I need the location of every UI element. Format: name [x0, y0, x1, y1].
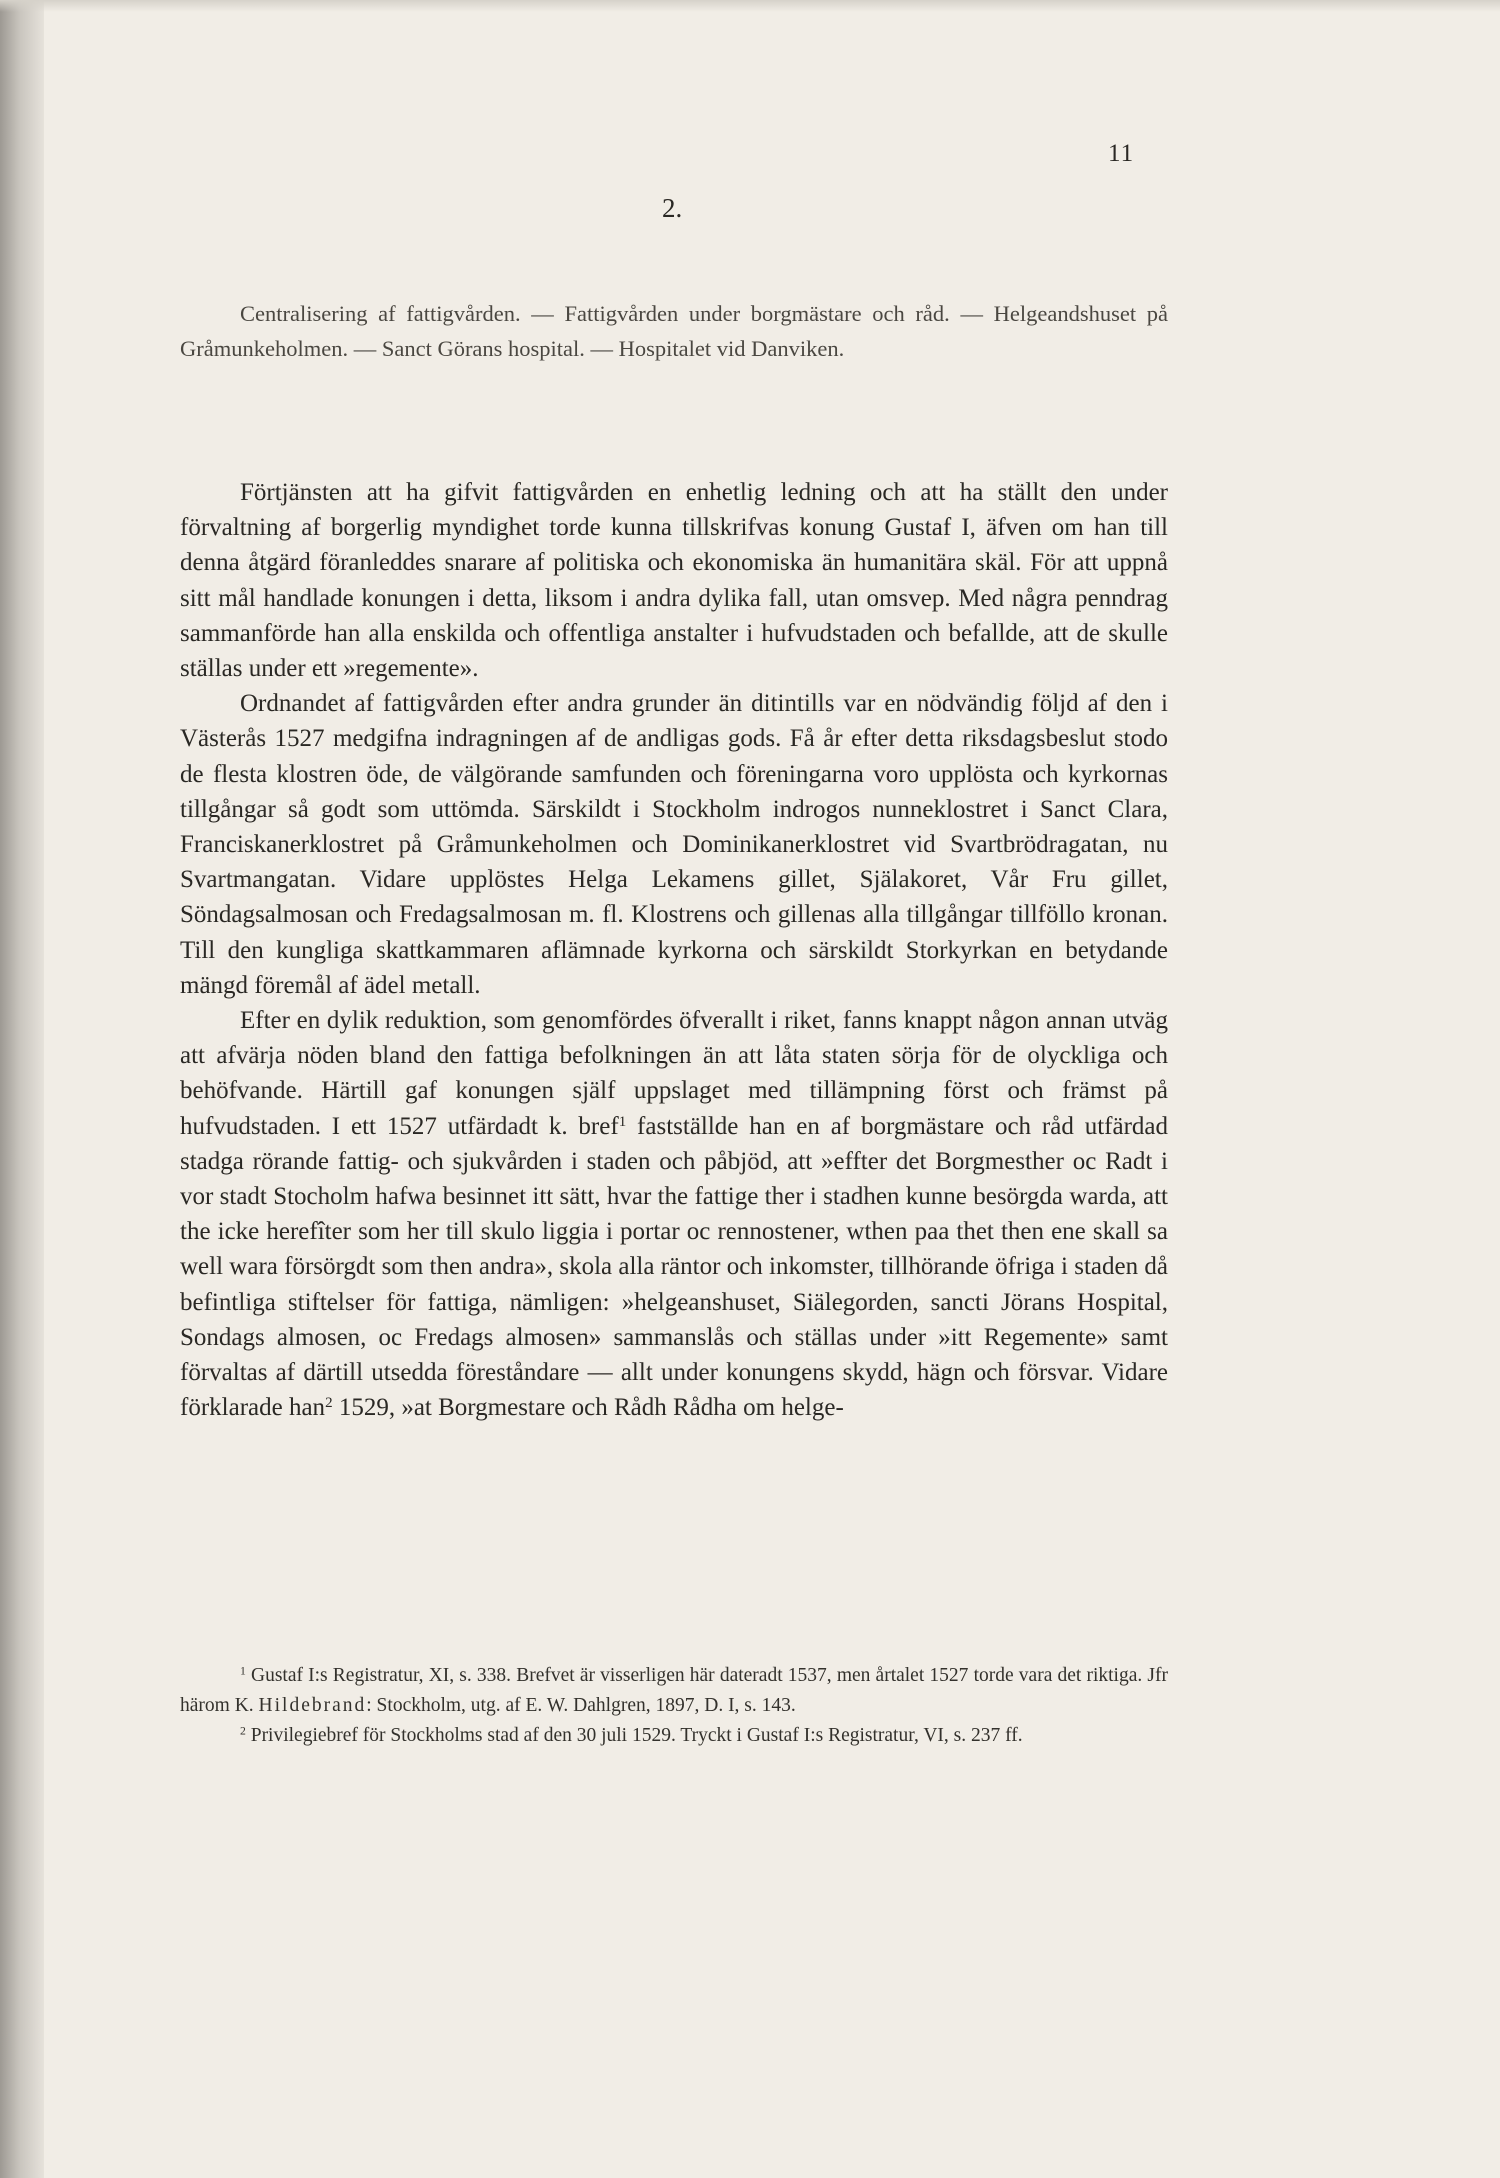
footnotes	[180, 1661, 1168, 1751]
footnote-text: : Stockholm, utg. af E. W. Dahlgren, 1897, D. I, s. 143.	[366, 1695, 796, 1716]
footnote	[180, 1661, 1168, 1721]
paragraph-text: fastställde han en af borgmästare och råd utfärdad stadga rörande fattig- och sjukvården i staden och påbjöd, att »effter det Borgmesther oc Radt i vor stadt Stocholm hafwa besinnet itt sätt, hvar the fattige ther i stadhen kunne besörgda warda, att the icke herefîter som her till skulo liggia i portar oc rennostener, wthen paa thet then ene skall sa well wara försörgdt som then andra», skola alla räntor och inkomster, tillhörande öfriga i staden då befintliga stiftelser för fattiga, nämligen: »helgeanshuset, Siälegorden, sancti Jörans Hospital, Sondags almosen, oc Fredags almosen» sammanslås och ställas under »itt Regemente» samt förvaltas af därtill utsedda föreståndare — allt under konungens skydd, hägn och försvar. Vidare förklarade han	[180, 1112, 1168, 1422]
footnote-text: Privilegiebref för Stockholms stad af den 30 juli 1529. Tryckt i Gustaf I:s Registratur, VI, s. 237 ff.	[245, 1725, 1023, 1746]
footnote-author: Hildebrand	[258, 1695, 367, 1716]
book-spine-shadow	[0, 0, 44, 2178]
footnote	[180, 1721, 1168, 1751]
chapter-number: 2.	[662, 193, 683, 223]
chapter-summary: Centralisering af fattigvården. — Fattigvården under borgmästare och råd. — Helgeandshuset på Gråmunkeholmen. — Sanct Görans hospital. — Hospitalet vid Danviken.	[180, 301, 1168, 361]
paragraph-text: Efter en dylik reduktion, som genomfördes öfverallt i riket, fanns knappt någon annan utväg att afvärja nöden bland den fattiga befolkningen än att låta staten sörja för de olyckliga och behöfvande. Härtill gaf konungen själf uppslaget med tillämpning först och främst på hufvudstaden. I ett 1527 utfärdadt k. bref	[180, 1007, 1168, 1140]
page-number: 11	[1108, 140, 1135, 167]
footnote-ref: 1	[618, 1113, 627, 1130]
page-edge-shadow	[0, 0, 1500, 12]
footnote-text: Gustaf I:s Registratur, XI, s. 338. Brefvet är visserligen här dateradt 1537, men årtalet 1527 torde vara det riktiga. Jfr härom K.	[180, 1665, 1168, 1716]
footnote-ref: 2	[325, 1395, 333, 1412]
paragraph	[180, 1003, 1168, 1425]
paragraph: Ordnandet af fattigvården efter andra grunder än ditintills var en nödvändig följd af den i Västerås 1527 medgifna indragningen af de andligas gods. Få år efter detta riksdagsbeslut stodo de flesta klostren öde, de välgörande samfunden och föreningarna voro upplösta och kyrkornas tillgångar så godt som uttömda. Särskildt i Stockholm indrogos nunneklostret i Sanct Clara, Franciskanerklostret på Gråmunkeholmen och Dominikanerklostret vid Svartbrödragatan, nu Svartmangatan. Vidare upplöstes Helga Lekamens gillet, Själakoret, Vår Fru gillet, Söndagsalmosan och Fredagsalmosan m. fl. Klostrens och gillenas alla tillgångar tillföllo kronan. Till den kungliga skattkammaren aflämnade kyrkorna och särskildt Storkyrkan en betydande mängd föremål af ädel metall.	[180, 690, 1168, 999]
footnote-mark: 2	[240, 1724, 246, 1738]
footnote-mark: 1	[240, 1664, 246, 1678]
paragraph-text: 1529, »at Borgmestare och Rådh Rådha om helge-	[332, 1394, 844, 1422]
body-text	[180, 475, 1168, 1425]
paragraph: Förtjänsten att ha gifvit fattigvården en enhetlig ledning och att ha ställt den under förvaltning af borgerlig myndighet torde kunna tillskrifvas konung Gustaf I, äfven om han till denna åtgärd föranleddes snarare af politiska och ekonomiska än humanitära skäl. För att uppnå sitt mål handlade konungen i detta, liksom i andra dylika fall, utan omsvep. Med några penndrag sammanförde han alla enskilda och offentliga anstalter i hufvudstaden och befallde, att de skulle ställas under ett »regemente».	[180, 479, 1168, 683]
